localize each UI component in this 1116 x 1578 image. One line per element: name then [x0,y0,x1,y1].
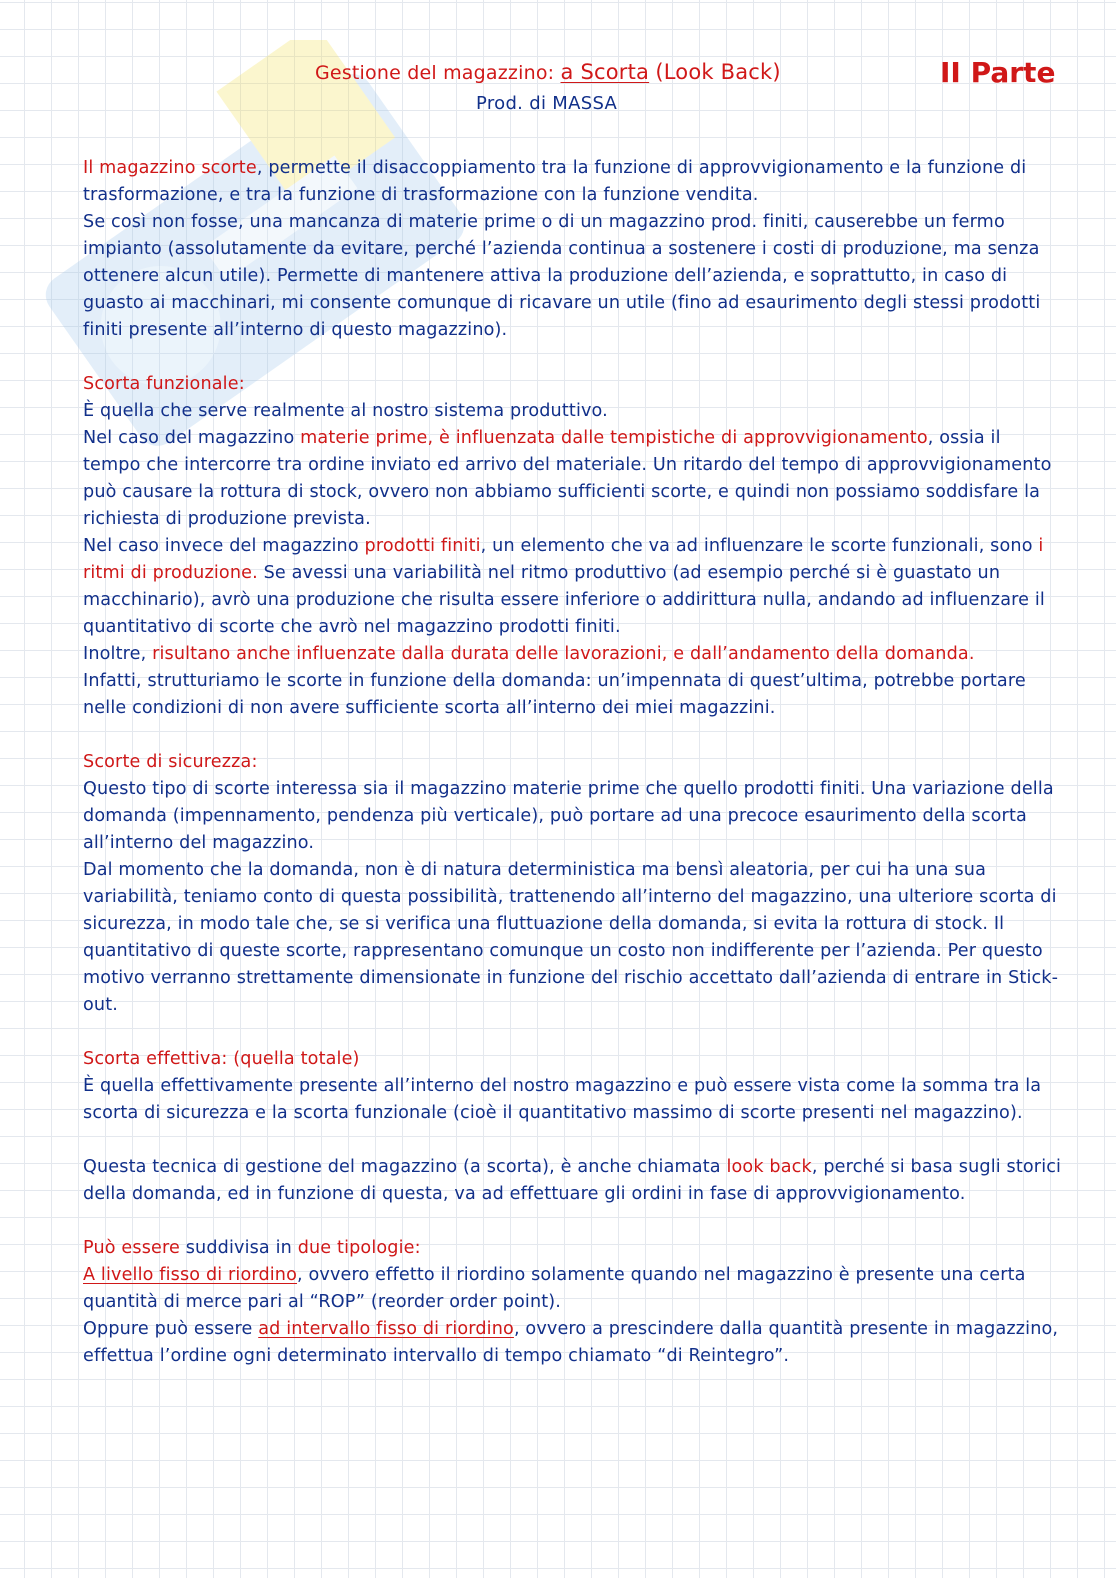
heading-scorta-funzionale: Scorta funzionale: [83,374,245,394]
text-span: Inoltre, [83,644,153,664]
heading-tipologie [83,1235,1063,1262]
lookback-paragraph [83,1154,1063,1208]
funzionale-paragraph-c [83,641,1063,668]
funzionale-paragraph-d: Infatti, strutturiamo le scorte in funzione della domanda: un’impennata di quest’ultima, potrebbe portare nelle condizioni di non avere sufficiente scorta all’interno dei miei magazzini. [83,671,1026,718]
tipologia-livello-fisso [83,1262,1063,1316]
tipologia-intervallo-fisso [83,1316,1063,1370]
highlight-intervallo-fisso: ad intervallo fisso di riordino [258,1319,514,1339]
sicurezza-paragraph-2: Dal momento che la domanda, non è di natura deterministica ma bensì aleatoria, per cui ha una sua variabilità, teniamo conto di questa possibilità, trattenendo all’interno del magazzino, una ulteriore scorta di sicurezza, in modo tale che, se si verifica una fluttuazione della domanda, si evita la rottura di stock. Il quantitativo di queste scorte, rappresentano comunque un costo non indifferente per l’azienda. Per questo motivo verranno strettamente dimensionate in funzione del rischio accettato dall’azienda di entrare in Stick-out. [83,860,1059,1015]
title-suffix: (Look Back) [655,60,781,84]
effettiva-paragraph: È quella effettivamente presente all’interno del nostro magazzino e può essere vista come la somma tra la scorta di sicurezza e la scorta funzionale (cioè il quantitativo massimo di scorte presenti nel magazzino). [83,1076,1042,1123]
highlight-tempistiche: è influenzata dalle tempistiche di approvvigionamento [439,428,928,448]
text-span: Questa tecnica di gestione del magazzino (a scorta), è anche chiamata [83,1157,727,1177]
document-body [83,155,1063,1370]
text-span: Può essere [83,1238,180,1258]
text-span: , perché si basa sugli storici della domanda, ed in funzione di questa, va ad effettuare gli ordini in fase di approvvigionamento. [83,1157,1062,1204]
text-span: , ossia il tempo che intercorre tra ordine inviato ed arrivo del materiale. Un ritardo del tempo di approvvigionamento può causare la rottura di stock, ovvero non abbiamo sufficienti scorte, e quindi non possiamo soddisfare la richiesta di produzione prevista. [83,428,1052,529]
highlight-ritmi-produzione: i ritmi di produzione. [83,536,1044,583]
highlight-look-back: look back [726,1157,812,1177]
text-span: Nel caso del magazzino [83,428,301,448]
highlight-livello-fisso: A livello fisso di riordino [83,1265,298,1285]
text-span: , ovvero a prescindere dalla quantità presente in magazzino, effettua l’ordine ogni determinato intervallo di tempo chiamato “di Reintegro”. [83,1319,1059,1366]
paragraph-intro [83,155,1063,209]
highlight-due-tipologie: due tipologie: [297,1238,421,1258]
text-span: Oppure può essere [83,1319,259,1339]
funzionale-paragraph-a [83,425,1063,533]
text-span: , ovvero effetto il riordino solamente quando nel magazzino è presente una certa quantità di merce pari al “ROP” (reorder order point). [83,1265,1026,1312]
part-label: II Parte [940,56,1056,89]
highlight-influenzate: risultano anche influenzate dalla durata delle lavorazioni, e dall’andamento della domanda. [152,644,975,664]
funzionale-line-1: È quella che serve realmente al nostro sistema produttivo. [83,401,608,421]
intro-lead: Il magazzino scorte [83,158,257,178]
title-prefix: Gestione del magazzino: [315,62,555,84]
intro-text: , permette il disaccoppiamento tra la funzione di approvvigionamento e la funzione di trasformazione, e tra la funzione di trasformazione con la funzione vendita. [83,158,1027,205]
title-highlight: a Scorta [560,60,650,84]
paragraph-intro-2: Se così non fosse, una mancanza di materie prime o di un magazzino prod. finiti, causerebbe un fermo impianto (assolutamente da evitare, perché l’azienda continua a sostenere i costi di produzione, ma senza ottenere alcun utile). Permette di mantenere attiva la produzione dell’azienda, e soprattutto, in caso di guasto ai macchinari, mi consente comunque di ricavare un utile (fino ad esaurimento degli stessi prodotti finiti presente all’interno di questo magazzino). [83,212,1041,340]
text-span: , [427,428,439,448]
heading-scorta-effettiva: Scorta effettiva: (quella totale) [83,1049,360,1069]
document-title [315,60,781,84]
text-span: suddivisa in [179,1238,298,1258]
text-span: Se avessi una variabilità nel ritmo produttivo (ad esempio perché si è guastato un macchinario), avrò una produzione che risulta essere inferiore o addirittura nulla, andando ad influenzare il quantitativo di scorte che avrò nel magazzino prodotti finiti. [83,563,1045,637]
text-span: Nel caso invece del magazzino [83,536,365,556]
funzionale-paragraph-b [83,533,1063,641]
document-subtitle: Prod. di MASSA [476,93,618,114]
heading-scorte-sicurezza: Scorte di sicurezza: [83,752,258,772]
sicurezza-paragraph-1: Questo tipo di scorte interessa sia il magazzino materie prime che quello prodotti finiti. Una variazione della domanda (impennamento, pendenza più verticale), può portare ad una precoce esaurimento della scorta all’interno del magazzino. [83,779,1054,853]
highlight-prodotti-finiti: prodotti finiti [364,536,481,556]
text-span: , un elemento che va ad influenzare le scorte funzionali, sono [480,536,1039,556]
highlight-materie-prime: materie prime [300,428,428,448]
